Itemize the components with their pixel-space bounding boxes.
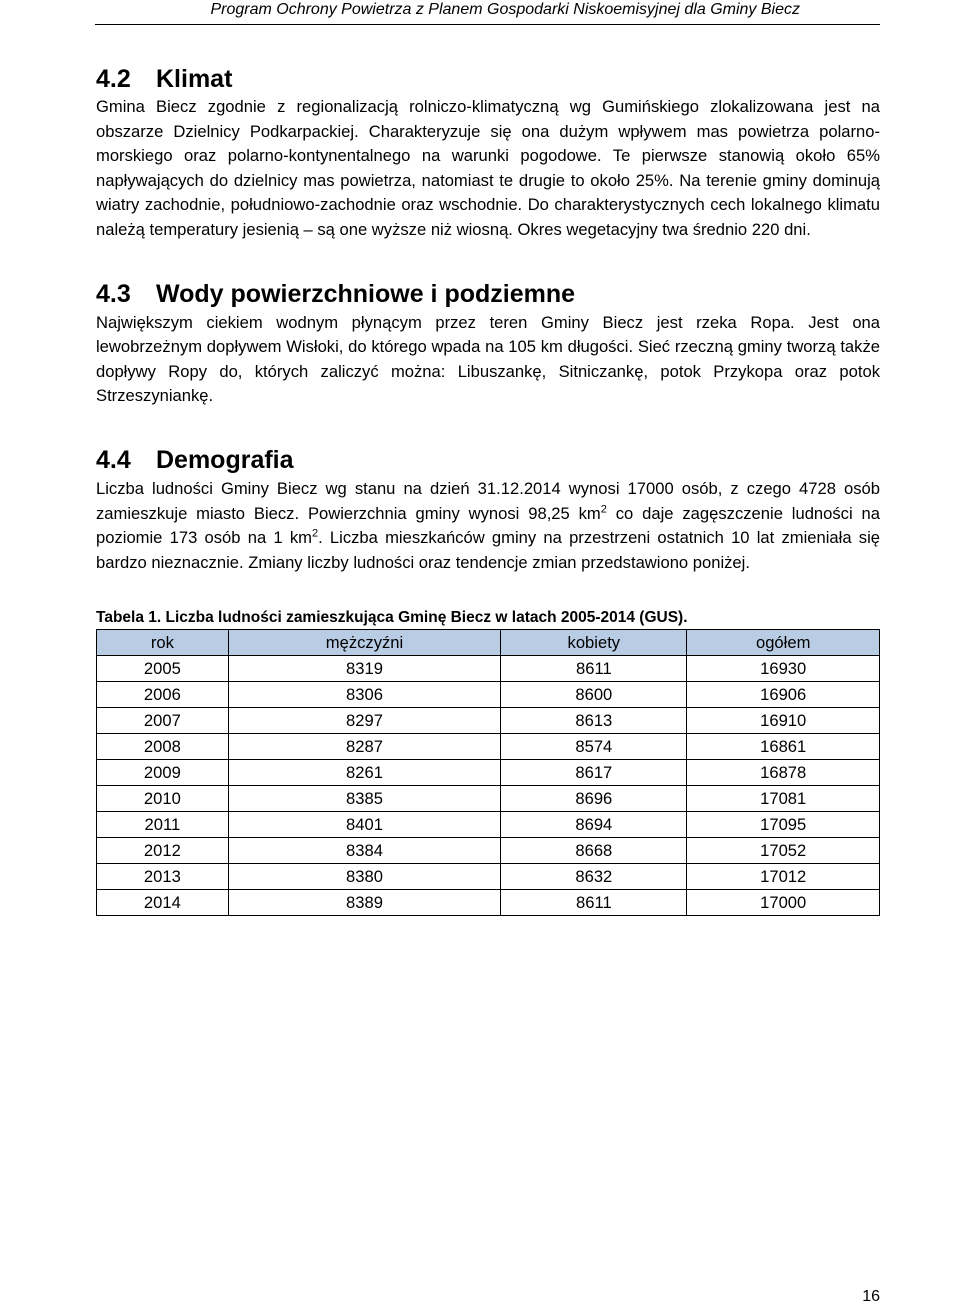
section-paragraph xyxy=(96,477,880,575)
table-cell: 2008 xyxy=(97,734,229,760)
table-cell: 8574 xyxy=(501,734,687,760)
table-cell: 8668 xyxy=(501,838,687,864)
table-cell: 8611 xyxy=(501,890,687,916)
table-cell: 17052 xyxy=(687,838,880,864)
table-row xyxy=(97,890,880,916)
table-cell: 8297 xyxy=(228,708,501,734)
table-cell: 17095 xyxy=(687,812,880,838)
table-row xyxy=(97,864,880,890)
table-cell: 2011 xyxy=(97,812,229,838)
section-paragraph: Największym ciekiem wodnym płynącym przez teren Gminy Biecz jest rzeka Ropa. Jest ona lewobrzeżnym dopływem Wisłoki, do którego wpada na 105 km długości. Sieć rzeczną gminy tworzą także dopływy Ropy do, których zaliczyć można: Libuszankę, Sitniczankę, potok Przykopa oraz potok Strzeszyniankę. xyxy=(96,312,880,406)
table-cell: 16906 xyxy=(687,682,880,708)
table-cell: 8306 xyxy=(228,682,501,708)
table-cell: 8632 xyxy=(501,864,687,890)
section-number: 4.4 xyxy=(96,445,131,474)
table-body xyxy=(97,656,880,916)
table-cell: 16910 xyxy=(687,708,880,734)
superscript: 2 xyxy=(311,527,319,540)
table-row xyxy=(97,734,880,760)
paragraph-text: . Liczba mieszkańców gminy na przestrzeni ostatnich 10 lat zmieniała się bardzo nieznacznie. Zmiany liczby ludności oraz tendencje zmian przedstawiono poniżej. xyxy=(96,528,880,572)
paragraph-text: co daje zagęszczenie ludności na poziomie 173 osób na 1 km xyxy=(96,503,880,548)
table-cell: 2010 xyxy=(97,786,229,812)
table-cell: 8694 xyxy=(501,812,687,838)
table-cell: 16878 xyxy=(687,760,880,786)
table-cell: 8385 xyxy=(228,786,501,812)
page-number: 16 xyxy=(862,1288,880,1305)
section-title: Demografia xyxy=(156,445,294,474)
table-cell: 8617 xyxy=(501,760,687,786)
table-cell: 8611 xyxy=(501,656,687,682)
page-content xyxy=(96,62,880,916)
superscript: 2 xyxy=(600,503,607,515)
table-caption: Tabela 1. Liczba ludności zamieszkująca Gminę Biecz w latach 2005-2014 (GUS). xyxy=(96,609,688,627)
table-row xyxy=(97,812,880,838)
table-header xyxy=(97,630,880,656)
table-cell: 8287 xyxy=(228,734,501,760)
section-number: 4.3 xyxy=(96,279,131,308)
paragraph-text: Liczba ludności Gminy Biecz wg stanu na dzień 31.12.2014 wynosi 17000 osób, z czego 4728 osób zamieszkuje miasto Biecz. Powierzchnia gminy wynosi 98,25 km xyxy=(96,478,880,523)
table-cell: 2006 xyxy=(97,682,229,708)
table-cell: 8696 xyxy=(501,786,687,812)
table-cell: 8600 xyxy=(501,682,687,708)
table-cell: 2013 xyxy=(97,864,229,890)
table-cell: 8380 xyxy=(228,864,501,890)
table-row xyxy=(97,760,880,786)
section-wody xyxy=(96,277,880,409)
table-row xyxy=(97,656,880,682)
section-heading xyxy=(96,277,880,311)
section-number: 4.2 xyxy=(96,65,131,93)
section-paragraph: Gmina Biecz zgodnie z regionalizacją rolniczo-klimatyczną wg Gumińskiego zlokalizowana jest na obszarze Dzielnicy Podkarpackiej. Charakteryzuje się ona dużym wpływem mas powietrza polarno-morskiego oraz polarno-kontynentalnego na warunki pogodowe. Te pierwsze stanowią około 65% napływających do dzielnicy mas powietrza, natomiast te drugie to około 25%. Na terenie gminy dominują wiatry zachodnie, południowo-zachodnie oraz wschodnie. Do charakterystycznych cech lokalnego klimatu należą temperatury jesienią – są one wyższe niż wiosną. Okres wegetacyjny twa średnio 220 dni. xyxy=(96,97,880,239)
table-cell: 2005 xyxy=(97,656,229,682)
table-header-row xyxy=(97,630,880,656)
table-cell: 2007 xyxy=(97,708,229,734)
table-cell: 8613 xyxy=(501,708,687,734)
table-cell: 2012 xyxy=(97,838,229,864)
table-cell: 8401 xyxy=(228,812,501,838)
section-klimat xyxy=(96,62,880,243)
table-cell: 16861 xyxy=(687,734,880,760)
table-cell: 17000 xyxy=(687,890,880,916)
table-cell: 8389 xyxy=(228,890,501,916)
population-table xyxy=(96,629,880,916)
table-row xyxy=(97,838,880,864)
column-header: ogółem xyxy=(687,630,880,656)
table-cell: 16930 xyxy=(687,656,880,682)
header-divider xyxy=(95,24,880,25)
table-row xyxy=(97,786,880,812)
section-demografia xyxy=(96,443,880,575)
column-header: rok xyxy=(97,630,229,656)
table-cell: 2014 xyxy=(97,890,229,916)
table-row xyxy=(97,708,880,734)
column-header: mężczyźni xyxy=(228,630,501,656)
section-title: Wody powierzchniowe i podziemne xyxy=(156,279,576,308)
table-cell: 8319 xyxy=(228,656,501,682)
column-header: kobiety xyxy=(501,630,687,656)
section-heading xyxy=(96,62,880,96)
table-cell: 8384 xyxy=(228,838,501,864)
table-cell: 8261 xyxy=(228,760,501,786)
section-heading xyxy=(96,443,880,477)
table-row xyxy=(97,682,880,708)
table-cell: 2009 xyxy=(97,760,229,786)
header-title: Program Ochrony Powietrza z Planem Gospodarki Niskoemisyjnej dla Gminy Biecz xyxy=(210,1,800,18)
table-cell: 17081 xyxy=(687,786,880,812)
section-title: Klimat xyxy=(156,65,233,93)
page-header xyxy=(0,0,960,36)
table-cell: 17012 xyxy=(687,864,880,890)
